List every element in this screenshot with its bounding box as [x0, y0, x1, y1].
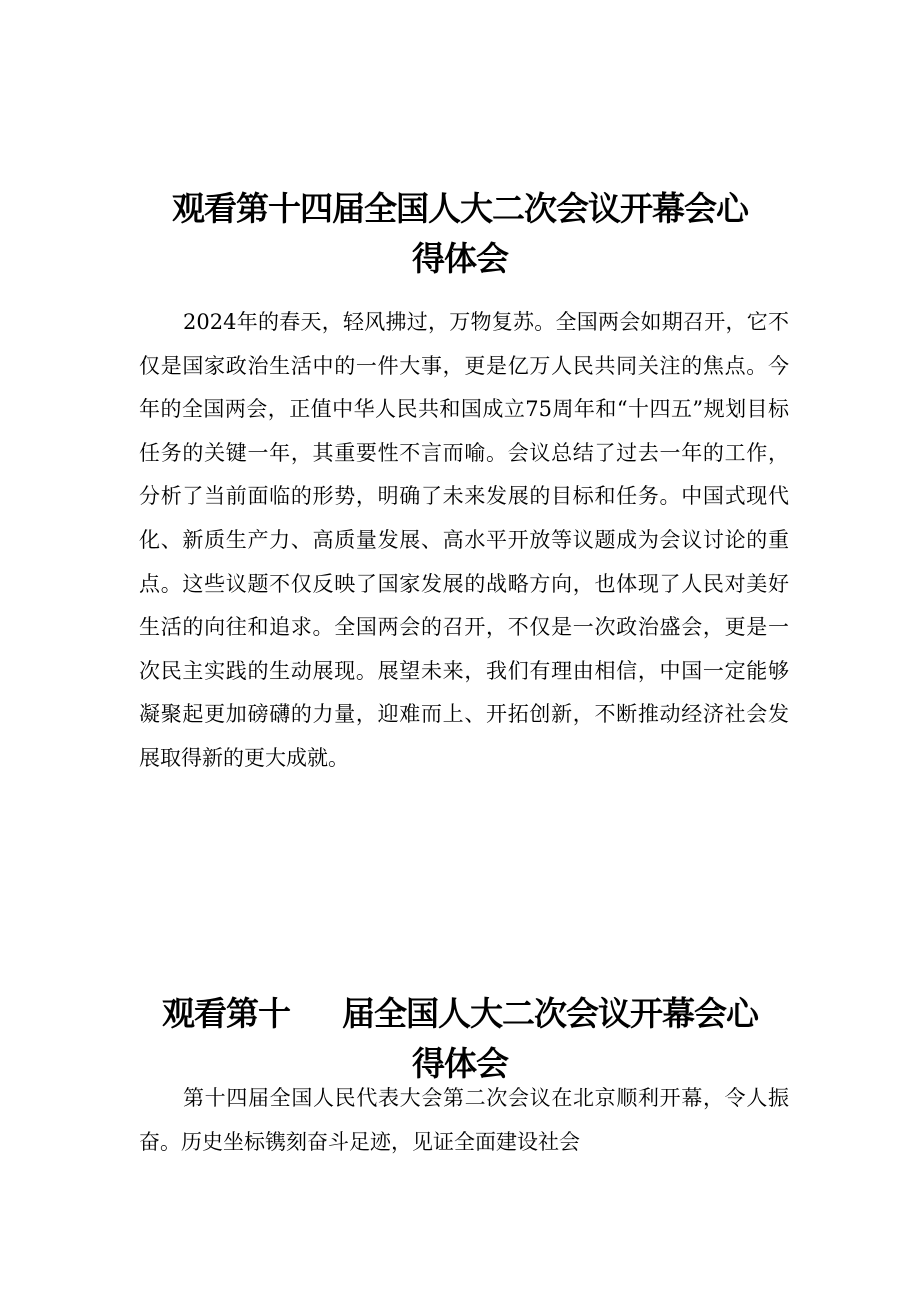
section-1-body: 2024年的春天，轻风拂过，万物复苏。全国两会如期召开，它不仅是国家政治生活中的一件大事，更是亿万人民共同关注的焦点。今年的全国两会，正值中华人民共和国成立75周年和“十四五”规划目标任务的关键一年，其重要性不言而喻。会议总结了过去一年的工作，分析了当前面临的形势，明确了未来发展的目标和任务。中国式现代化、新质生产力、高质量发展、高水平开放等议题成为会议讨论的重点。这些议题不仅反映了国家发展的战略方向，也体现了人民对美好生活的向往和追求。全国两会的召开，不仅是一次政治盛会，更是一次民主实践的生动展现。展望未来，我们有理由相信，中国一定能够凝聚起更加磅礴的力量，迎难而上、开拓创新，不断推动经济社会发展取得新的更大成就。	[139, 310, 789, 770]
section-1-title-line-2: 得体会	[412, 239, 508, 279]
section-2-body: 第十四届全国人民代表大会第二次会议在北京顺利开幕，令人振奋。历史坐标镌刻奋斗足迹，见证全面建设社会	[139, 1086, 789, 1154]
section-2-title-line-2: 得体会	[412, 1044, 508, 1084]
section-1-title-line-1: 观看第十四届全国人大二次会议开幕会心	[172, 189, 748, 229]
section-2-title	[100, 989, 820, 1089]
section-2-title-line-1	[100, 989, 820, 1039]
section-2-title-part-1: 观看第十	[162, 994, 290, 1034]
section-2-title-part-2: 届全国人大二次会议开幕会心	[342, 994, 758, 1034]
section-1-title	[100, 184, 820, 284]
